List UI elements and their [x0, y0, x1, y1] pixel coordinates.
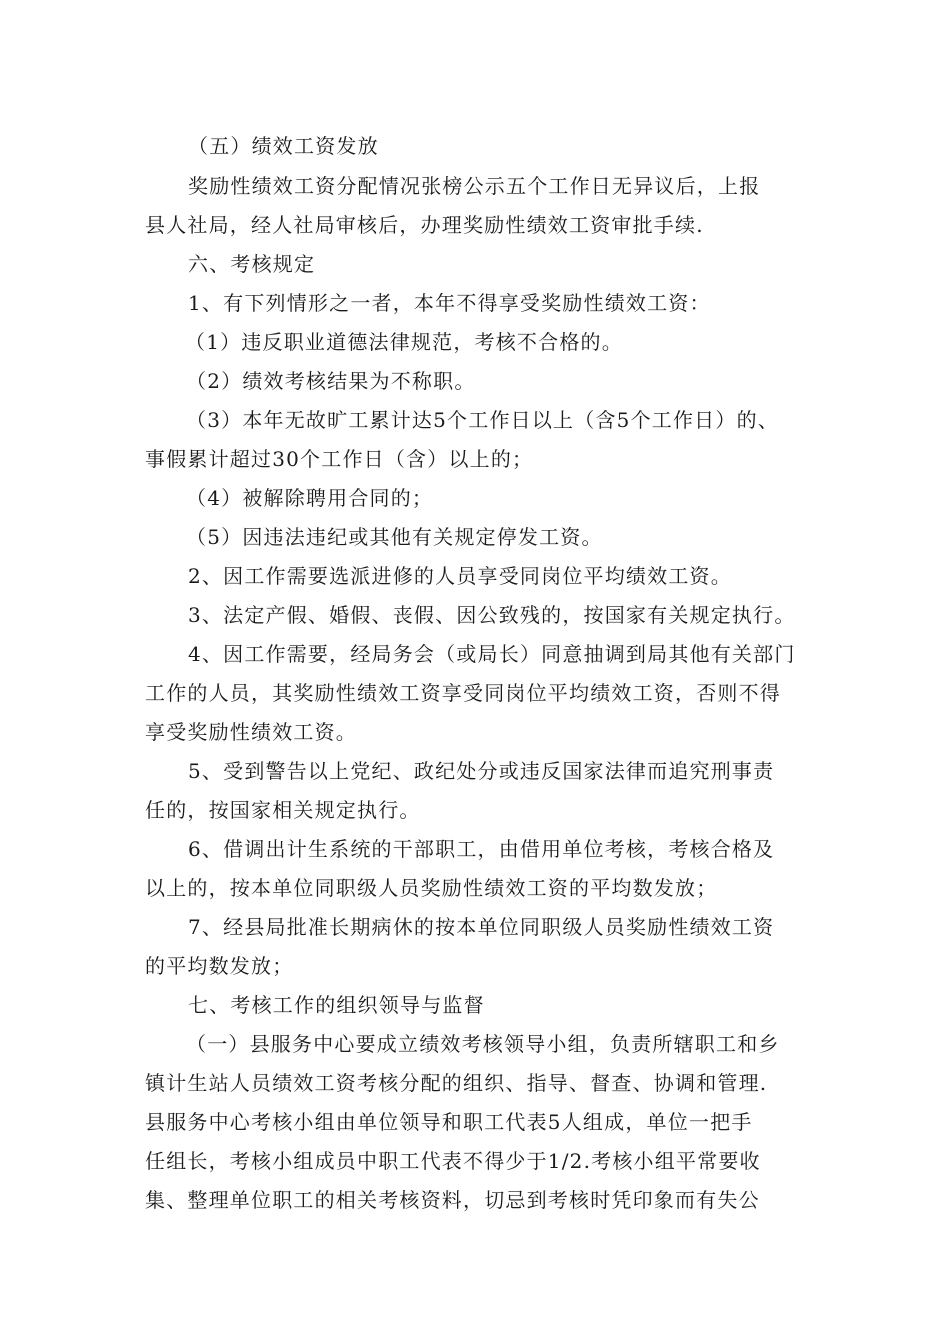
list-item: （2）绩效考核结果为不称职。: [186, 369, 476, 393]
paragraph-line: 事假累计超过30个工作日（含）以上的；: [145, 447, 534, 471]
paragraph-line: 奖励性绩效工资分配情况张榜公示五个工作日无异议后，上报: [188, 174, 761, 198]
paragraph-line: 1、有下列情形之一者，本年不得享受奖励性绩效工资：: [188, 291, 711, 315]
paragraph-line: 5、受到警告以上党纪、政纪处分或违反国家法律而追究刑事责: [188, 759, 775, 783]
paragraph-line: 镇计生站人员绩效工资考核分配的组织、指导、督查、协调和管理.: [145, 1071, 768, 1095]
section-heading-performance-pay: （五）绩效工资发放: [188, 134, 379, 158]
paragraph-line: 县人社局，经人社局审核后，办理奖励性绩效工资审批手续.: [145, 213, 704, 237]
paragraph-line: 的平均数发放；: [145, 954, 294, 978]
list-item: （3）本年无故旷工累计达5个工作日以上（含5个工作日）的、: [186, 408, 779, 432]
list-item: （4）被解除聘用合同的；: [186, 486, 434, 510]
paragraph-line: 7、经县局批准长期病休的按本单位同职级人员奖励性绩效工资: [188, 915, 775, 939]
paragraph-line: 集、整理单位职工的相关考核资料，切忌到考核时凭印象而有失公: [145, 1188, 760, 1212]
section-heading-organization-supervision: 七、考核工作的组织领导与监督: [188, 993, 485, 1017]
paragraph-line: 享受奖励性绩效工资。: [145, 720, 357, 744]
paragraph-line: 任组长，考核小组成员中职工代表不得少于1/2.考核小组平常要收: [145, 1149, 761, 1173]
paragraph-line: （一）县服务中心要成立绩效考核领导小组，负责所辖职工和乡: [186, 1032, 780, 1056]
paragraph-line: 以上的，按本单位同职级人员奖励性绩效工资的平均数发放；: [145, 876, 718, 900]
paragraph-line: 3、法定产假、婚假、丧假、因公致残的，按国家有关规定执行。: [188, 603, 796, 627]
list-item: （1）违反职业道德法律规范，考核不合格的。: [185, 330, 623, 354]
paragraph-line: 工作的人员，其奖励性绩效工资享受同岗位平均绩效工资，否则不得: [145, 681, 781, 705]
paragraph-line: 2、因工作需要选派进修的人员享受同岗位平均绩效工资。: [188, 564, 732, 588]
section-heading-assessment-rules: 六、考核规定: [188, 252, 316, 276]
paragraph-line: 4、因工作需要，经局务会（或局长）同意抽调到局其他有关部门: [188, 642, 796, 666]
paragraph-line: 任的，按国家相关规定执行。: [145, 798, 421, 822]
paragraph-line: 6、借调出计生系统的干部职工，由借用单位考核，考核合格及: [188, 837, 775, 861]
paragraph-line: 县服务中心考核小组由单位领导和职工代表5人组成，单位一把手: [145, 1110, 753, 1134]
list-item: （5）因违法违纪或其他有关规定停发工资。: [186, 525, 603, 549]
